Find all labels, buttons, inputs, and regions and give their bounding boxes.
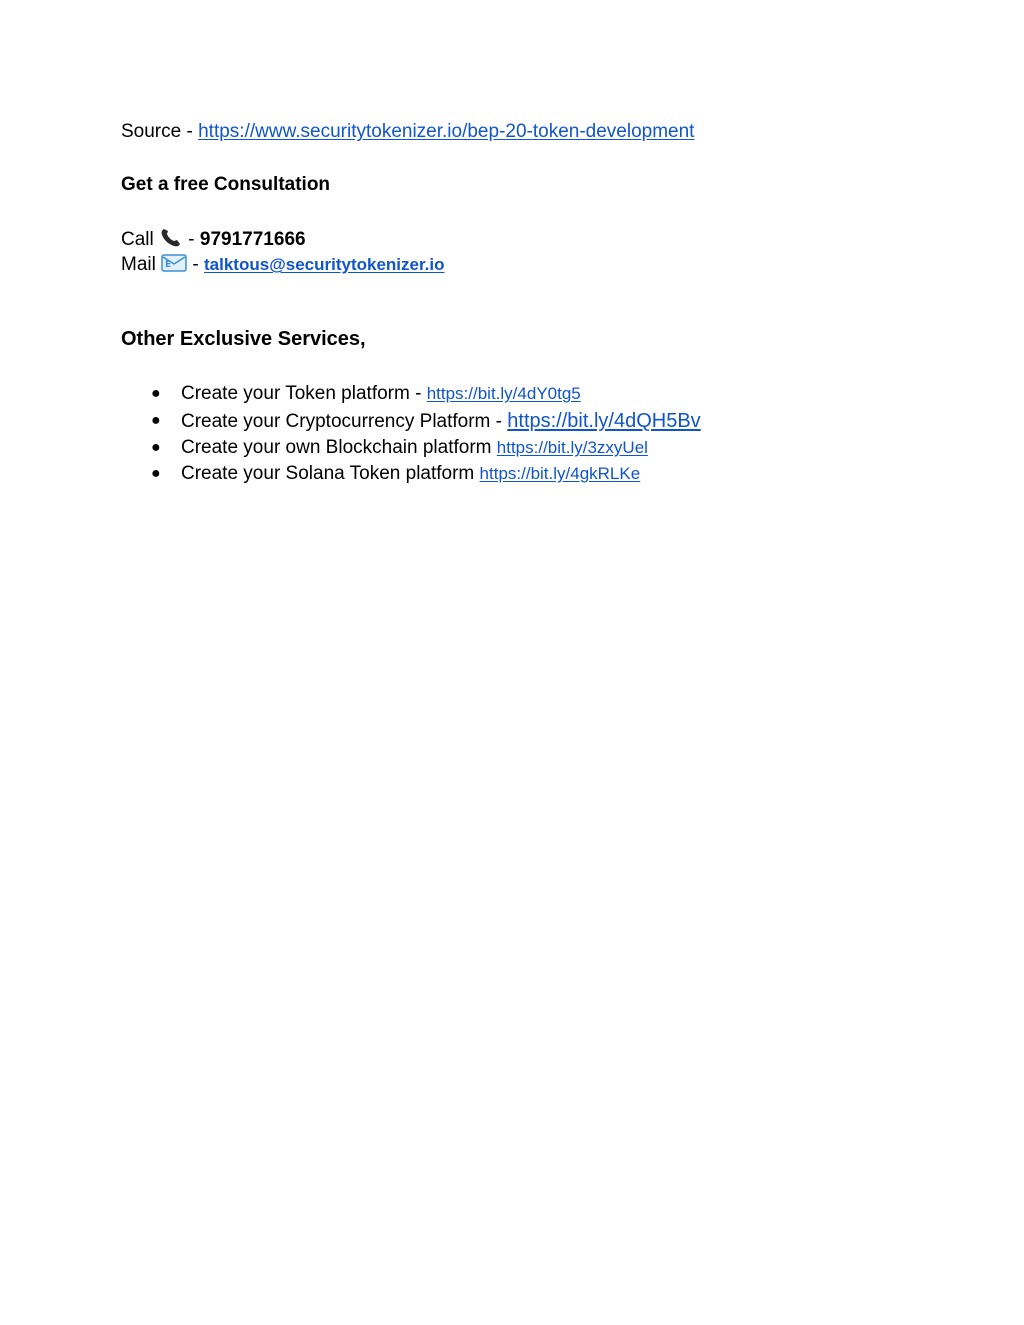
phone-number: 9791771666 — [199, 229, 306, 250]
source-link[interactable]: https://www.securitytokenizer.io/bep-20-token-development — [198, 121, 695, 142]
svg-text:E: E — [165, 260, 172, 270]
mail-label: Mail — [121, 254, 156, 275]
email-icon — [161, 253, 187, 280]
source-line — [121, 120, 694, 144]
service-item-text: Create your own Blockchain platform — [181, 437, 497, 458]
service-item-text-wrap — [181, 409, 701, 434]
bullet: ● — [151, 385, 161, 402]
email-link[interactable]: talktous@securitytokenizer.io — [204, 255, 445, 274]
service-item-text-wrap — [181, 436, 648, 460]
services-heading: Other Exclusive Services, — [121, 328, 366, 350]
bullet: ● — [151, 465, 161, 482]
service-link[interactable]: https://bit.ly/4dQH5Bv — [507, 410, 701, 432]
service-link[interactable]: https://bit.ly/4dY0tg5 — [426, 384, 581, 403]
call-label: Call — [121, 229, 154, 250]
service-item-text: Create your Solana Token platform — [181, 463, 480, 484]
service-link[interactable]: https://bit.ly/4gkRLKe — [479, 464, 641, 483]
call-line — [121, 226, 306, 255]
service-item-text: Create your Token platform - — [181, 383, 427, 404]
consultation-heading: Get a free Consultation — [121, 174, 331, 195]
service-item-text-wrap — [181, 382, 581, 406]
service-link[interactable]: https://bit.ly/3zxyUel — [496, 438, 648, 457]
bullet: ● — [151, 412, 161, 429]
source-label: Source - — [121, 121, 199, 142]
call-separator: - — [183, 229, 200, 250]
bullet: ● — [151, 439, 161, 456]
telephone-receiver-icon — [159, 226, 183, 255]
mail-line — [121, 253, 445, 280]
service-item-text-wrap — [181, 462, 640, 486]
service-item-text: Create your Cryptocurrency Platform - — [181, 411, 508, 432]
mail-separator: - — [187, 254, 205, 275]
